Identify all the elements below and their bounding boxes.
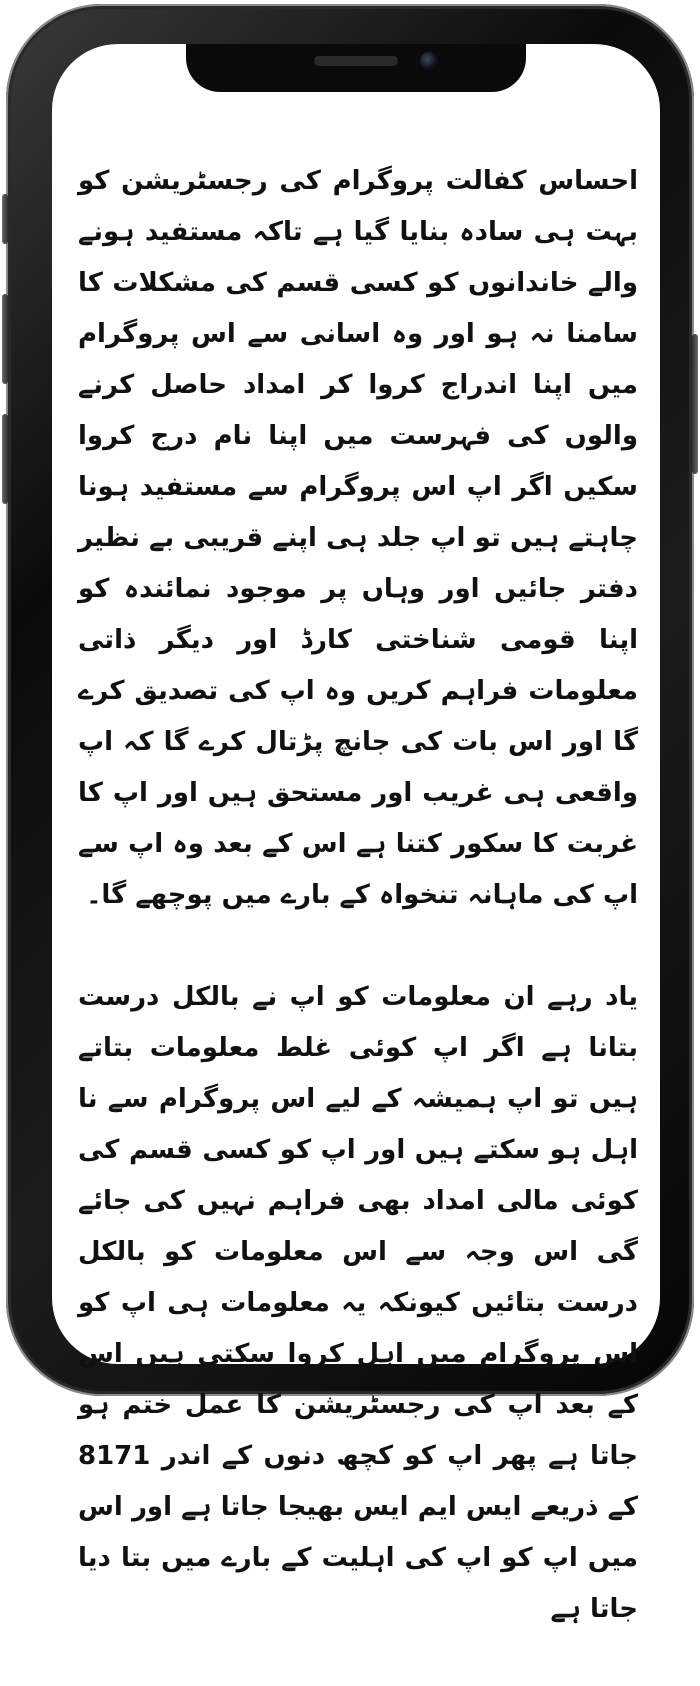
phone-frame [6,4,694,1624]
article-paragraph-2: یاد رہے ان معلومات کو اپ نے بالکل درست بتانا ہے اگر اپ کوئی غلط معلومات بتاتے ہیں تو اپ ہمیشہ کے لیے اس پروگرام سے نا اہل ہو سکتے ہیں اور اپ کو کسی قسم کی کوئی مالی امداد بھی فراہم نہیں کی جائے گی اس وجہ سے اس معلومات کو بالکل درست بتائیں کیونکہ یہ معلومات ہی اپ کو اس پروگرام میں اہل کروا سکتی ہیں اس کے بعد اپ کی رجسٹریشن کا عمل ختم ہو جاتا ہے پھر اپ کو کچھ دنوں کے اندر 8171 کے ذریعے ایس ایم ایس بھیجا جاتا ہے اور اس میں اپ کو اپ کی اہلیت کے بارے میں بتا دیا جاتا ہے [78,982,638,1624]
notch [186,44,526,92]
speaker-grille-icon [314,56,398,66]
volume-up-button [2,294,8,384]
phone-screen [52,44,660,1624]
article-paragraph-1: احساس کفالت پروگرام کی رجسٹریشن کو بہت ہی سادہ بنایا گیا ہے تاکہ مستفید ہونے والے خاندانوں کو کسی قسم کی مشکلات کا سامنا نہ ہو اور وہ اسانی سے اس پروگرام میں اپنا اندراج کروا کر امداد حاصل کرنے والوں کی فہرست میں اپنا نام درج کروا سکیں اگر اپ اس پروگرام سے مستفید ہونا چاہتے ہیں تو اپ جلد ہی اپنے قریبی بے نظیر دفتر جائیں اور وہاں پر موجود نمائندہ کو اپنا قومی شناختی کارڈ اور دیگر ذاتی معلومات فراہم کریں وہ اپ کی تصدیق کرے گا اور اس بات کی جانچ پڑتال کرے گا کہ اپ واقعی ہی غریب اور مستحق ہیں اور اپ کا غربت کا سکور کتنا ہے اس کے بعد وہ اپ سے اپ کی ماہانہ تنخواہ کے بارے میں پوچھے گا۔ [78,166,638,910]
power-button [692,334,698,474]
volume-down-button [2,414,8,504]
mute-switch [2,194,8,244]
front-camera-icon [420,52,438,70]
article-body [78,156,638,1686]
